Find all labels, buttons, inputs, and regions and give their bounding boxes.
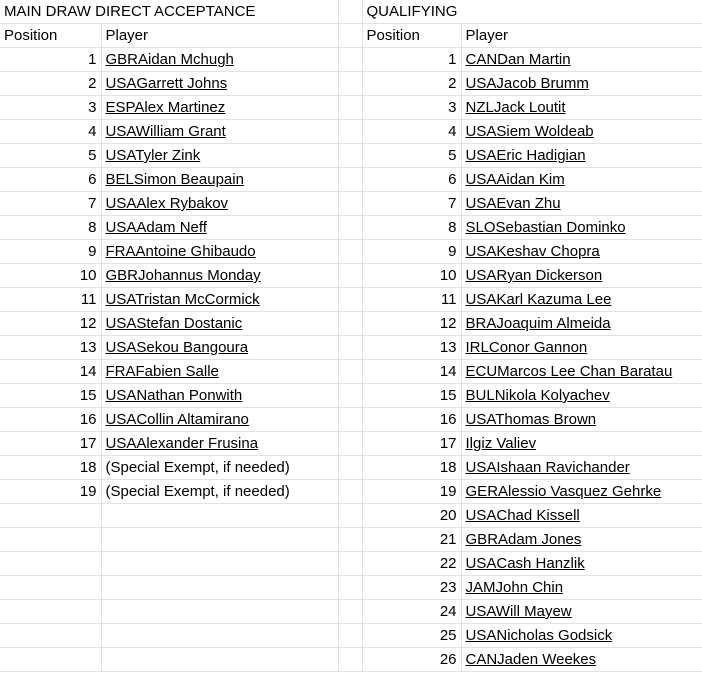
qualifying-position-cell[interactable]: 26 <box>362 648 461 672</box>
spacer-cell[interactable] <box>338 72 362 96</box>
player-link[interactable]: USASiem Woldeab <box>465 123 594 140</box>
qualifying-position-cell[interactable]: 11 <box>362 288 461 312</box>
player-link[interactable]: USAAidan Kim <box>465 171 565 188</box>
qualifying-player-cell[interactable] <box>461 192 702 216</box>
qualifying-position-cell[interactable]: 4 <box>362 120 461 144</box>
player-link[interactable]: USAIshaan Ravichander <box>465 459 630 476</box>
qualifying-position-cell[interactable]: 15 <box>362 384 461 408</box>
table-row <box>0 312 702 336</box>
qualifying-player-cell[interactable] <box>461 648 702 672</box>
qualifying-player-cell[interactable] <box>461 360 702 384</box>
player-link[interactable]: GBRAidan Mchugh <box>105 51 234 68</box>
table-row <box>0 192 702 216</box>
main-player-cell[interactable] <box>101 360 338 384</box>
player-link[interactable]: FRAAntoine Ghibaudo <box>105 243 256 260</box>
qualifying-player-cell[interactable] <box>461 336 702 360</box>
qualifying-position-cell[interactable]: 24 <box>362 600 461 624</box>
player-link[interactable]: USAChad Kissell <box>465 507 580 524</box>
player-link[interactable]: USAKeshav Chopra <box>465 243 600 260</box>
main-player-cell[interactable] <box>101 144 338 168</box>
main-position-cell[interactable]: 14 <box>0 360 101 384</box>
qualifying-player-cell[interactable] <box>461 504 702 528</box>
player-link[interactable]: BULNikola Kolyachev <box>465 387 610 404</box>
qualifying-title[interactable]: QUALIFYING <box>362 0 702 24</box>
player-link[interactable]: USATyler Zink <box>105 147 201 164</box>
qualifying-player-cell[interactable] <box>461 96 702 120</box>
qualifying-position-cell[interactable]: 22 <box>362 552 461 576</box>
qualifying-player-cell[interactable] <box>461 432 702 456</box>
qualifying-player-header[interactable]: Player <box>461 24 702 48</box>
main-position-cell[interactable] <box>0 648 101 672</box>
qualifying-player-cell[interactable] <box>461 528 702 552</box>
player-link[interactable]: IRLConor Gannon <box>465 339 588 356</box>
player-link[interactable]: GERAlessio Vasquez Gehrke <box>465 483 662 500</box>
player-link[interactable]: USANathan Ponwith <box>105 387 243 404</box>
main-position-cell[interactable] <box>0 552 101 576</box>
table-row <box>0 408 702 432</box>
table-row <box>0 360 702 384</box>
qualifying-player-cell[interactable] <box>461 600 702 624</box>
player-link[interactable]: USAAlex Rybakov <box>105 195 229 212</box>
player-link[interactable]: USAWill Mayew <box>465 603 572 620</box>
spacer-cell[interactable] <box>338 528 362 552</box>
main-player-cell[interactable] <box>101 336 338 360</box>
qualifying-player-cell[interactable] <box>461 408 702 432</box>
table-row <box>0 384 702 408</box>
main-player-cell[interactable] <box>101 312 338 336</box>
spacer-cell[interactable] <box>338 0 362 24</box>
main-position-cell[interactable]: 19 <box>0 480 101 504</box>
main-player-cell[interactable] <box>101 624 338 648</box>
main-position-cell[interactable]: 2 <box>0 72 101 96</box>
table-row <box>0 72 702 96</box>
qualifying-player-cell[interactable] <box>461 576 702 600</box>
spacer-cell[interactable] <box>338 336 362 360</box>
main-position-cell[interactable]: 8 <box>0 216 101 240</box>
player-link[interactable]: USANicholas Godsick <box>465 627 613 644</box>
qualifying-player-cell[interactable] <box>461 288 702 312</box>
qualifying-position-cell[interactable]: 8 <box>362 216 461 240</box>
qualifying-player-cell[interactable] <box>461 144 702 168</box>
qualifying-position-cell[interactable]: 14 <box>362 360 461 384</box>
player-link[interactable]: USAAdam Neff <box>105 219 207 236</box>
qualifying-position-cell[interactable]: 3 <box>362 96 461 120</box>
spacer-cell[interactable] <box>338 480 362 504</box>
player-link[interactable]: SLOSebastian Dominko <box>465 219 626 236</box>
qualifying-player-cell[interactable] <box>461 48 702 72</box>
table-row <box>0 528 702 552</box>
main-player-cell[interactable] <box>101 72 338 96</box>
table-row <box>0 144 702 168</box>
main-player-cell[interactable] <box>101 552 338 576</box>
main-player-cell[interactable] <box>101 384 338 408</box>
qualifying-position-cell[interactable]: 1 <box>362 48 461 72</box>
main-position-cell[interactable]: 3 <box>0 96 101 120</box>
spacer-cell[interactable] <box>338 504 362 528</box>
qualifying-player-cell[interactable] <box>461 552 702 576</box>
main-player-cell[interactable] <box>101 528 338 552</box>
qualifying-position-cell[interactable]: 10 <box>362 264 461 288</box>
qualifying-player-cell[interactable] <box>461 168 702 192</box>
main-position-cell[interactable]: 4 <box>0 120 101 144</box>
table-row <box>0 96 702 120</box>
table-row <box>0 624 702 648</box>
spacer-cell[interactable] <box>338 24 362 48</box>
main-player-cell[interactable] <box>101 432 338 456</box>
main-position-cell[interactable]: 1 <box>0 48 101 72</box>
title-row <box>0 0 702 24</box>
table-row <box>0 480 702 504</box>
spacer-cell[interactable] <box>338 600 362 624</box>
spacer-cell[interactable] <box>338 240 362 264</box>
main-player-cell[interactable] <box>101 456 338 480</box>
qualifying-player-cell[interactable] <box>461 264 702 288</box>
main-player-cell[interactable] <box>101 408 338 432</box>
qualifying-position-cell[interactable]: 16 <box>362 408 461 432</box>
table-row <box>0 288 702 312</box>
player-link[interactable]: USAThomas Brown <box>465 411 597 428</box>
qualifying-player-cell[interactable] <box>461 312 702 336</box>
main-player-cell[interactable] <box>101 264 338 288</box>
main-position-cell[interactable]: 10 <box>0 264 101 288</box>
qualifying-position-cell[interactable]: 5 <box>362 144 461 168</box>
main-position-cell[interactable]: 12 <box>0 312 101 336</box>
table-row <box>0 240 702 264</box>
qualifying-position-cell[interactable]: 19 <box>362 480 461 504</box>
spacer-cell[interactable] <box>338 456 362 480</box>
qualifying-position-header[interactable]: Position <box>362 24 461 48</box>
table-row <box>0 264 702 288</box>
player-link[interactable]: USACollin Altamirano <box>105 411 249 428</box>
table-row <box>0 168 702 192</box>
table-row <box>0 216 702 240</box>
player-link[interactable]: Ilgiz Valiev <box>465 435 537 452</box>
table-row <box>0 600 702 624</box>
qualifying-position-cell[interactable]: 13 <box>362 336 461 360</box>
spacer-cell[interactable] <box>338 312 362 336</box>
main-player-cell[interactable] <box>101 192 338 216</box>
qualifying-player-cell[interactable] <box>461 456 702 480</box>
main-position-cell[interactable]: 7 <box>0 192 101 216</box>
player-link[interactable]: USAEric Hadigian <box>465 147 586 164</box>
spacer-cell[interactable] <box>338 288 362 312</box>
player-link[interactable]: USACash Hanzlik <box>465 555 585 572</box>
table-row <box>0 48 702 72</box>
table-row <box>0 336 702 360</box>
main-position-cell[interactable] <box>0 600 101 624</box>
spacer-cell[interactable] <box>338 624 362 648</box>
main-position-cell[interactable]: 15 <box>0 384 101 408</box>
spacer-cell[interactable] <box>338 576 362 600</box>
main-position-cell[interactable]: 9 <box>0 240 101 264</box>
qualifying-position-cell[interactable]: 23 <box>362 576 461 600</box>
spacer-cell[interactable] <box>338 192 362 216</box>
qualifying-player-cell[interactable] <box>461 384 702 408</box>
spacer-cell[interactable] <box>338 360 362 384</box>
main-position-cell[interactable]: 13 <box>0 336 101 360</box>
main-player-cell[interactable] <box>101 600 338 624</box>
spacer-cell[interactable] <box>338 648 362 672</box>
spacer-cell[interactable] <box>338 120 362 144</box>
qualifying-position-cell[interactable]: 2 <box>362 72 461 96</box>
main-position-cell[interactable]: 18 <box>0 456 101 480</box>
spacer-cell[interactable] <box>338 264 362 288</box>
qualifying-player-cell[interactable] <box>461 72 702 96</box>
table-row <box>0 120 702 144</box>
main-player-cell[interactable] <box>101 48 338 72</box>
main-player-cell[interactable] <box>101 576 338 600</box>
player-link[interactable]: BELSimon Beaupain <box>105 171 244 188</box>
main-position-cell[interactable] <box>0 624 101 648</box>
player-link[interactable]: USAJacob Brumm <box>465 75 589 92</box>
qualifying-position-cell[interactable]: 20 <box>362 504 461 528</box>
spacer-cell[interactable] <box>338 144 362 168</box>
main-player-cell[interactable] <box>101 240 338 264</box>
qualifying-position-cell[interactable]: 18 <box>362 456 461 480</box>
qualifying-position-cell[interactable]: 25 <box>362 624 461 648</box>
main-position-cell[interactable]: 11 <box>0 288 101 312</box>
main-position-cell[interactable]: 17 <box>0 432 101 456</box>
qualifying-position-cell[interactable]: 17 <box>362 432 461 456</box>
main-draw-title[interactable]: MAIN DRAW DIRECT ACCEPTANCE <box>0 0 338 24</box>
main-player-cell[interactable] <box>101 96 338 120</box>
qualifying-player-cell[interactable] <box>461 216 702 240</box>
player-link[interactable]: USASekou Bangoura <box>105 339 249 356</box>
spacer-cell[interactable] <box>338 432 362 456</box>
table-row <box>0 552 702 576</box>
table-row <box>0 504 702 528</box>
spacer-cell[interactable] <box>338 408 362 432</box>
player-link[interactable]: USAKarl Kazuma Lee <box>465 291 612 308</box>
spacer-cell[interactable] <box>338 384 362 408</box>
main-player-header[interactable]: Player <box>101 24 338 48</box>
main-position-cell[interactable]: 6 <box>0 168 101 192</box>
qualifying-player-cell[interactable] <box>461 480 702 504</box>
spacer-cell[interactable] <box>338 96 362 120</box>
player-link[interactable]: CANDan Martin <box>465 51 571 68</box>
player-text: (Special Exempt, if needed) <box>105 459 290 476</box>
player-link[interactable]: ECUMarcos Lee Chan Baratau <box>465 363 673 380</box>
player-link[interactable]: USAEvan Zhu <box>465 195 561 212</box>
main-player-cell[interactable] <box>101 480 338 504</box>
player-link[interactable]: GBRJohannus Monday <box>105 267 261 284</box>
qualifying-player-cell[interactable] <box>461 120 702 144</box>
player-link[interactable]: USARyan Dickerson <box>465 267 603 284</box>
main-player-cell[interactable] <box>101 120 338 144</box>
table-row <box>0 456 702 480</box>
main-player-cell[interactable] <box>101 648 338 672</box>
qualifying-position-cell[interactable]: 21 <box>362 528 461 552</box>
player-text: (Special Exempt, if needed) <box>105 483 290 500</box>
main-player-cell[interactable] <box>101 504 338 528</box>
spacer-cell[interactable] <box>338 216 362 240</box>
main-position-cell[interactable] <box>0 528 101 552</box>
table-row <box>0 648 702 672</box>
player-link[interactable]: USAWilliam Grant <box>105 123 226 140</box>
qualifying-position-cell[interactable]: 7 <box>362 192 461 216</box>
player-link[interactable]: CANJaden Weekes <box>465 651 597 668</box>
main-position-cell[interactable] <box>0 504 101 528</box>
main-player-cell[interactable] <box>101 168 338 192</box>
player-link[interactable]: BRAJoaquim Almeida <box>465 315 611 332</box>
player-link[interactable]: NZLJack Loutit <box>465 99 566 116</box>
main-position-header[interactable]: Position <box>0 24 101 48</box>
qualifying-position-cell[interactable]: 12 <box>362 312 461 336</box>
qualifying-player-cell[interactable] <box>461 240 702 264</box>
qualifying-position-cell[interactable]: 9 <box>362 240 461 264</box>
main-position-cell[interactable]: 16 <box>0 408 101 432</box>
player-link[interactable]: USAAlexander Frusina <box>105 435 259 452</box>
player-link[interactable]: JAMJohn Chin <box>465 579 564 596</box>
main-player-cell[interactable] <box>101 216 338 240</box>
header-row <box>0 24 702 48</box>
player-link[interactable]: USAGarrett Johns <box>105 75 228 92</box>
table-row <box>0 576 702 600</box>
table-row <box>0 432 702 456</box>
main-player-cell[interactable] <box>101 288 338 312</box>
spacer-cell[interactable] <box>338 48 362 72</box>
qualifying-player-cell[interactable] <box>461 624 702 648</box>
player-link[interactable]: ESPAlex Martinez <box>105 99 226 116</box>
player-link[interactable]: GBRAdam Jones <box>465 531 582 548</box>
main-position-cell[interactable] <box>0 576 101 600</box>
player-link[interactable]: USAStefan Dostanic <box>105 315 243 332</box>
spacer-cell[interactable] <box>338 552 362 576</box>
player-link[interactable]: USATristan McCormick <box>105 291 260 308</box>
qualifying-position-cell[interactable]: 6 <box>362 168 461 192</box>
player-link[interactable]: FRAFabien Salle <box>105 363 219 380</box>
main-position-cell[interactable]: 5 <box>0 144 101 168</box>
spacer-cell[interactable] <box>338 168 362 192</box>
